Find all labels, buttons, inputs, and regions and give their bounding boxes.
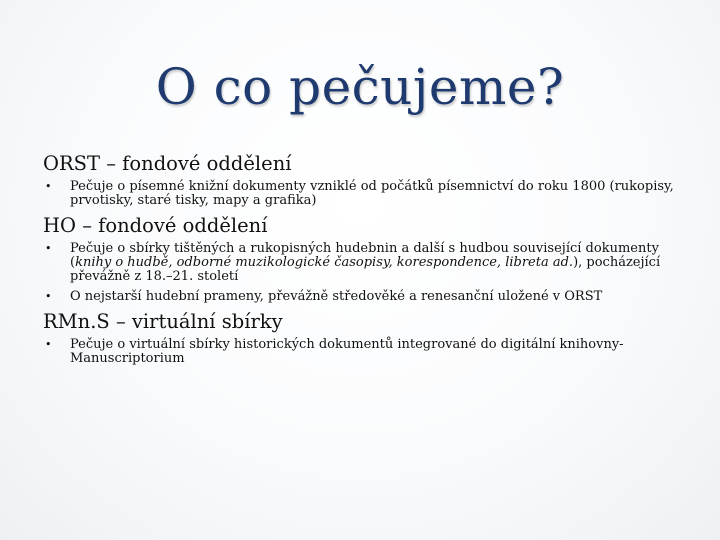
bullet-list-rmns xyxy=(43,338,683,366)
bullet-icon: • xyxy=(45,290,52,303)
bullet-text-italic: knihy o hudbě, odborné muzikologické časopisy, korespondence, libreta ad. xyxy=(75,255,574,270)
bullet-item xyxy=(43,338,683,366)
bullet-text: Pečuje o písemné knižní dokumenty vzniklé od počátků písemnictví do roku 1800 (rukopisy, prvotisky, staré tisky, mapy a grafika) xyxy=(70,179,674,208)
section-heading-ho: HO – fondové oddělení xyxy=(43,214,268,237)
bullet-text: O nejstarší hudební prameny, převážně středověké a renesanční uložené v ORST xyxy=(70,289,603,304)
bullet-item xyxy=(43,242,683,284)
bullet-text xyxy=(70,241,660,284)
section-heading-orst: ORST – fondové oddělení xyxy=(43,152,292,175)
bullet-list-ho xyxy=(43,242,683,304)
bullet-item xyxy=(43,180,683,208)
section-heading-rmns: RMn.S – virtuální sbírky xyxy=(43,310,283,333)
bullet-text: Pečuje o virtuální sbírky historických dokumentů integrované do digitální knihovny- Manuscriptorium xyxy=(70,337,624,366)
slide-title: O co pečujeme? xyxy=(155,58,565,116)
bullet-text-prefix: Pečuje o sbírky tištěných a rukopisných hudebnin a další s hudbou související dokumenty ( xyxy=(70,241,659,270)
bullet-icon: • xyxy=(45,338,52,351)
section-orst xyxy=(43,152,683,208)
bullet-item xyxy=(43,290,683,304)
bullet-icon: • xyxy=(45,180,52,193)
section-ho xyxy=(43,214,683,304)
bullet-text-suffix: ), pocházející převážně z 18.–21. století xyxy=(70,255,661,284)
bullet-list-orst xyxy=(43,180,683,208)
bullet-icon: • xyxy=(45,242,52,255)
slide-body xyxy=(43,152,683,372)
section-rmns xyxy=(43,310,683,366)
